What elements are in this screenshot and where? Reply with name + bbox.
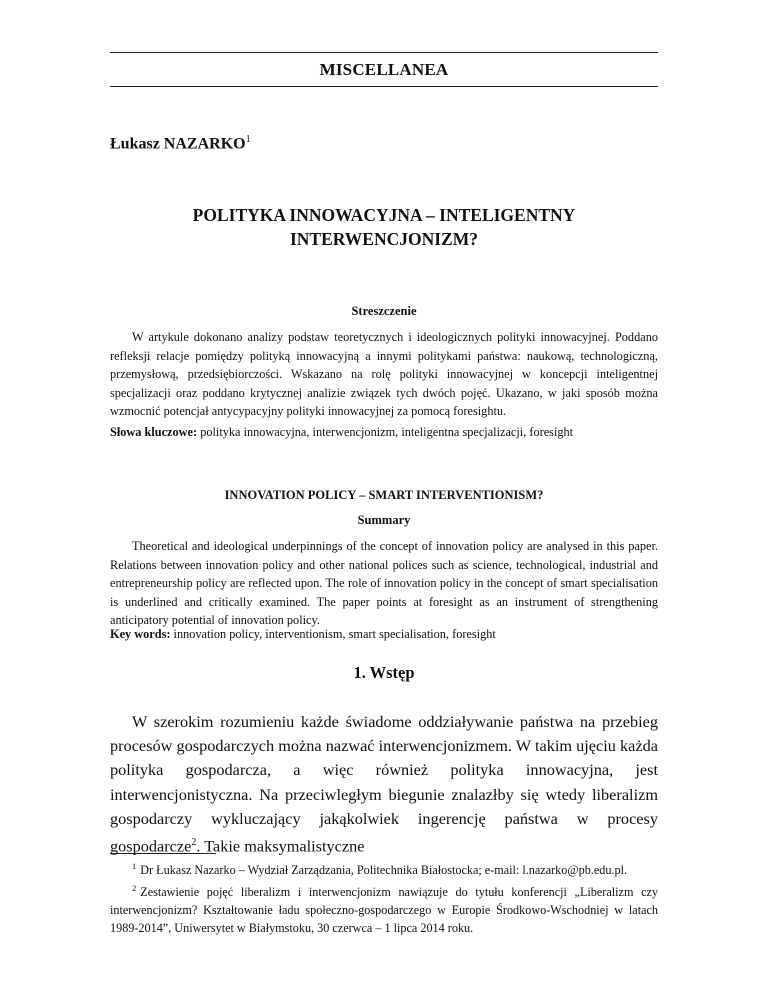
abstract-pl-heading: Streszczenie (351, 304, 417, 318)
keywords-en-label: Key words: (110, 627, 171, 641)
keywords-en (110, 625, 658, 643)
body-paragraph (110, 710, 658, 859)
author-line (110, 134, 251, 153)
abstract-en-text (110, 537, 658, 630)
author-footnote-marker: 1 (245, 134, 251, 145)
abstract-en-heading: Summary (357, 513, 411, 527)
keywords-pl (110, 423, 658, 441)
footnote-2 (110, 879, 658, 937)
abstract-pl-text (110, 328, 658, 421)
paper-title (110, 203, 658, 251)
footnote-1-marker: 1 (132, 861, 137, 871)
paper-title-line-1: POLITYKA INNOWACYJNA – INTELIGENTNY (192, 205, 576, 225)
footnote-2-marker: 2 (132, 883, 137, 894)
body-text (110, 710, 658, 859)
chapter-heading: 1. Wstęp (353, 663, 415, 682)
footnote-1-text: Dr Łukasz Nazarko – Wydział Zarządzania, Politechnika Białostocka; e-mail: l.nazarko@pb.edu.pl. (140, 863, 627, 878)
footnote-separator (110, 853, 216, 854)
footnotes (110, 857, 658, 937)
body-footnote-marker: 2 (191, 837, 197, 849)
author-name: Łukasz NAZARKO (110, 135, 246, 153)
abstract-pl-paragraph: W artykule dokonano analizy podstaw teoretycznych i ideologicznych polityki innowacyjnej. Poddano refleksji relacje pomiędzy polityką innowacyjną a innymi politykami państwa: naukową, technologiczną, przemysłową, przedsiębiorczości. Wskazano na rolę polityki innowacyjnej w koncepcji inteligentnej specjalizacji oraz poddano krytycznej analizie związek tych dwóch pojęć. Ukazano, w jaki sposób można wzmocnić potencjał antycypacyjny polityki innowacyjnej za pomocą foresightu. (110, 330, 658, 418)
english-title: INNOVATION POLICY – SMART INTERVENTIONISM? (224, 488, 544, 502)
paper-title-line-2: INTERWENCJONIZM? (289, 229, 478, 249)
footnote-1 (110, 857, 658, 879)
body-text-part-1: W szerokim rozumieniu każde świadome oddziaływanie państwa na przebieg procesów gospodarczych można nazwać interwencjonizmem. W takim ujęciu każda polityka gospodarcza, a więc również polityka innowacyjna, jest interwencjonistyczna. Na przeciwległym biegunie znalazłby się wtedy liberalizm gospodarczy wykluczający jakąkolwiek ingerencję państwa w procesy gospodarcze (110, 712, 658, 856)
keywords-pl-values: polityka innowacyjna, interwencjonizm, inteligentna specjalizacji, foresight (200, 425, 574, 439)
section-header: MISCELLANEA (110, 52, 658, 87)
keywords-pl-label: Słowa kluczowe: (110, 425, 198, 439)
body-text-part-2: . Takie maksymalistyczne (196, 836, 365, 856)
keywords-en-values: innovation policy, interventionism, smart specialisation, foresight (173, 627, 496, 641)
footnote-2-text: Zestawienie pojęć liberalizm i interwencjonizm nawiązuje do tytułu konferencji „Liberalizm czy interwencjonizm? Kształtowanie ładu społeczno-gospodarczego w Europie Środkowo-Wschodniej w latach 1989-2014”, Uniwersytet w Białymstoku, 30 czerwca – 1 lipca 2014 roku. (110, 885, 658, 936)
abstract-en-paragraph: Theoretical and ideological underpinnings of the concept of innovation policy are analysed in this paper. Relations between innovation policy and other national polices such as science, technological, industrial and entrepreneurship policy are reflected upon. The role of innovation policy in the concept of smart specialisation is underlined and critically examined. The paper points at foresight as an instrument of strengthening anticipatory potential of innovation policy. (110, 539, 658, 627)
